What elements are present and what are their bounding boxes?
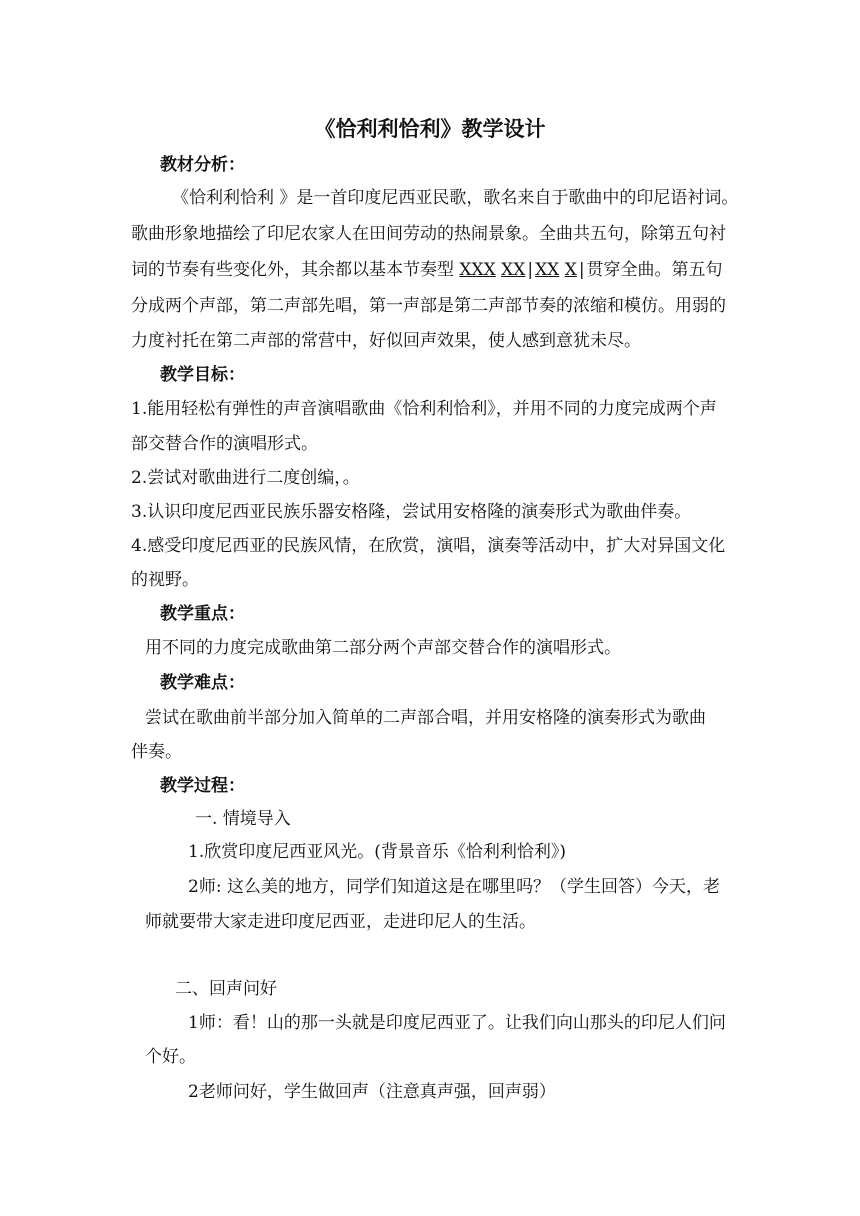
goal-3: 3.认识印度尼西亚民族乐器安格隆，尝试用安格隆的演奏形式为歌曲伴奏。 <box>131 502 692 522</box>
difficulty-heading: 教学难点： <box>160 673 245 693</box>
document-title: 《恰利利恰利》教学设计 <box>314 116 546 141</box>
goal-1-line-2: 部交替合作的演唱形式。 <box>131 434 318 454</box>
step-1-item-2-line-2: 师就要带大家走进印度尼西亚，走进印尼人的生活。 <box>145 912 536 932</box>
rhythm-pattern-4: X <box>564 260 577 280</box>
step-2-item-2: 2老师问好，学生做回声（注意真声强，回声弱） <box>188 1082 556 1102</box>
material-heading: 教材分析： <box>160 155 245 175</box>
material-paragraph-line-5: 力度衬托在第二声部的常营中，好似回声效果，使人感到意犹未尽。 <box>131 331 641 351</box>
material-paragraph-line-1: 《恰利利恰利 》是一首印度尼西亚民歌，歌名来自于歌曲中的印尼语衬词。 <box>172 188 739 208</box>
difficulty-line-1: 尝试在歌曲前半部分加入简单的二声部合唱，并用安格隆的演奏形式为歌曲 <box>145 708 706 728</box>
material-paragraph-line-2: 歌曲形象地描绘了印尼农家人在田间劳动的热闹景象。全曲共五句，除第五句衬 <box>131 224 726 244</box>
goal-2: 2.尝试对歌曲进行二度创编，。 <box>131 468 360 488</box>
step-1-item-1: 1.欣赏印度尼西亚风光。(背景音乐《恰利利恰利》) <box>188 842 566 862</box>
goal-1-line-1: 1.能用轻松有弹性的声音演唱歌曲《恰利利恰利》，并用不同的力度完成两个声 <box>131 399 717 419</box>
step-2-title: 二、回声问好 <box>175 979 277 999</box>
bar-line-end: | <box>578 260 585 280</box>
step-1-title: 一. 情境导入 <box>195 809 291 829</box>
step-2-item-1-line-1: 1师：看！山的那一头就是印度尼西亚了。让我们向山那头的印尼人们问 <box>188 1013 726 1033</box>
difficulty-line-2: 伴奏。 <box>131 742 182 762</box>
step-1-item-2-line-1: 2师: 这么美的地方，同学们知道这是在哪里吗？（学生回答）今天，老 <box>188 877 720 897</box>
rhythm-pattern-1: XXX <box>459 260 496 280</box>
material-paragraph-line-3-end: 贯穿全曲。第五句 <box>586 260 723 280</box>
goals-heading: 教学目标： <box>160 365 245 385</box>
rhythm-pattern-2: XX <box>501 260 526 280</box>
process-heading: 教学过程： <box>160 776 245 796</box>
rhythm-pattern-3: XX <box>535 260 560 280</box>
material-paragraph-line-3 <box>131 259 723 281</box>
goal-4-line-2: 的视野。 <box>131 570 199 590</box>
step-2-item-1-line-2: 个好。 <box>145 1047 196 1067</box>
material-paragraph-line-4: 分成两个声部，第二声部先唱，第一声部是第二声部节奏的浓缩和模仿。用弱的 <box>131 296 726 316</box>
key-points-heading: 教学重点： <box>160 604 245 624</box>
goal-4-line-1: 4.感受印度尼西亚的民族风情，在欣赏，演唱，演奏等活动中，扩大对异国文化 <box>131 536 726 556</box>
key-points-text: 用不同的力度完成歌曲第二部分两个声部交替合作的演唱形式。 <box>145 638 621 658</box>
bar-line: | <box>527 260 534 280</box>
material-paragraph-line-3-start: 词的节奏有些变化外，其余都以基本节奏型 <box>131 260 454 280</box>
